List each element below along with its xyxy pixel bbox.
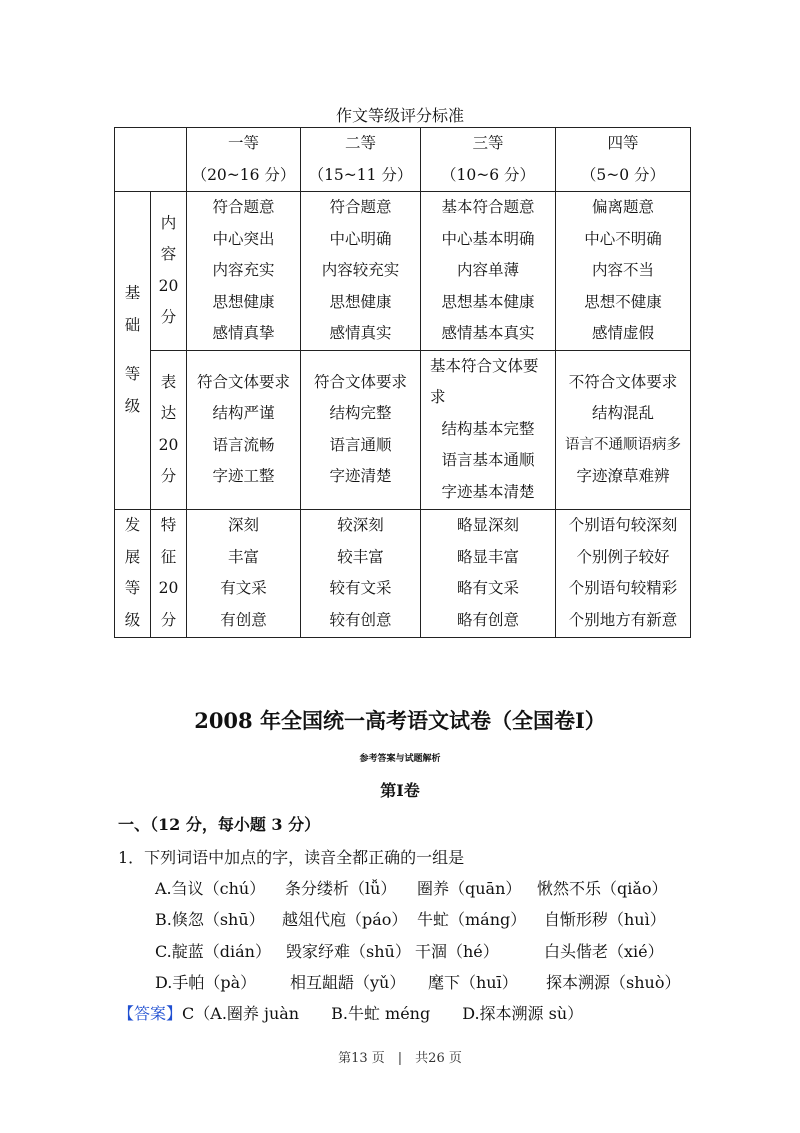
page-footer: 第13 页 | 共26 页 <box>338 1051 462 1066</box>
expression-cell: 符合文体要求 结构严谨 语言流畅 字迹工整 <box>187 350 301 509</box>
corner-cell <box>115 128 187 192</box>
sub-features-label: 特 征 20 分 <box>151 509 187 637</box>
section-heading: 一、（12 分，每小题 3 分） <box>118 815 321 834</box>
option-a-item: 愀然不乐（qiǎo） <box>537 879 668 898</box>
content-cell: 符合题意 中心突出 内容充实 思想健康 感情真挚 <box>187 192 301 351</box>
exam-title: 2008 年全国统一高考语文试卷（全国卷I） <box>194 708 606 733</box>
features-cell: 深刻 丰富 有文采 有创意 <box>187 509 301 637</box>
option-c-item: 干涸（hé） <box>415 942 499 961</box>
option-d-item: 探本溯源（shuò） <box>546 973 681 992</box>
answer-tag: 【答案】 <box>118 1004 183 1023</box>
expression-cell: 不符合文体要求 结构混乱 语言不通顺语病多 字迹潦草难辨 <box>556 350 691 509</box>
answer-line <box>118 1001 583 1024</box>
exam-subtitle: 参考答案与试题解析 <box>359 754 441 764</box>
option-a-item: 圈养（quān） <box>417 879 522 898</box>
answer-text: C（A.圈养 juàn B.牛虻 méng D.探本溯源 sù） <box>182 1004 584 1023</box>
option-c-item: 白头偕老（xié） <box>544 942 664 961</box>
grade-header: 二等 （15~11 分） <box>301 128 421 192</box>
sub-content-label: 内 容 20 分 <box>151 192 187 351</box>
features-cell: 个别语句较深刻 个别例子较好 个别语句较精彩 个别地方有新意 <box>556 509 691 637</box>
option-d-item: D.手帕（pà） <box>155 973 257 992</box>
rubric-table <box>114 127 691 638</box>
sub-expression-label: 表 达 20 分 <box>151 350 187 509</box>
option-a-item: A.刍议（chú） <box>155 879 266 898</box>
option-b-item: 自惭形秽（huì） <box>544 910 666 929</box>
grade-header-row <box>115 128 691 192</box>
rubric-title: 作文等级评分标准 <box>335 106 464 125</box>
features-cell: 略显深刻 略显丰富 略有文采 略有创意 <box>421 509 556 637</box>
expression-cell: 基本符合文体要 求 结构基本完整 语言基本通顺 字迹基本清楚 <box>421 350 556 509</box>
grade-header: 四等 （5~0 分） <box>556 128 691 192</box>
level-basic-label: 基 础 等 级 <box>115 192 151 510</box>
option-b-item: B.倏忽（shū） <box>155 910 265 929</box>
content-cell: 偏离题意 中心不明确 内容不当 思想不健康 感情虚假 <box>556 192 691 351</box>
volume-title: 第I卷 <box>380 781 420 800</box>
option-c-item: 毁家纾难（shū） <box>286 942 411 961</box>
content-cell: 基本符合题意 中心基本明确 内容单薄 思想基本健康 感情基本真实 <box>421 192 556 351</box>
question-stem: 1．下列词语中加点的字，读音全都正确的一组是 <box>118 848 465 867</box>
grade-header: 一等 （20~16 分） <box>187 128 301 192</box>
option-b-item: 牛虻（máng） <box>417 910 527 929</box>
expression-cell: 符合文体要求 结构完整 语言通顺 字迹清楚 <box>301 350 421 509</box>
option-c-item: C.靛蓝（dián） <box>155 942 271 961</box>
development-row <box>115 509 691 637</box>
features-cell: 较深刻 较丰富 较有文采 较有创意 <box>301 509 421 637</box>
option-b-item: 越俎代庖（páo） <box>282 910 408 929</box>
option-d-item: 相互龃龉（yǔ） <box>290 973 406 992</box>
content-cell: 符合题意 中心明确 内容较充实 思想健康 感情真实 <box>301 192 421 351</box>
option-d-item: 麾下（huī） <box>428 973 518 992</box>
expression-row <box>115 350 691 509</box>
option-a-item: 条分缕析（lǚ） <box>285 879 397 898</box>
content-row <box>115 192 691 351</box>
grade-header: 三等 （10~6 分） <box>421 128 556 192</box>
level-dev-label: 发 展 等 级 <box>115 509 151 637</box>
